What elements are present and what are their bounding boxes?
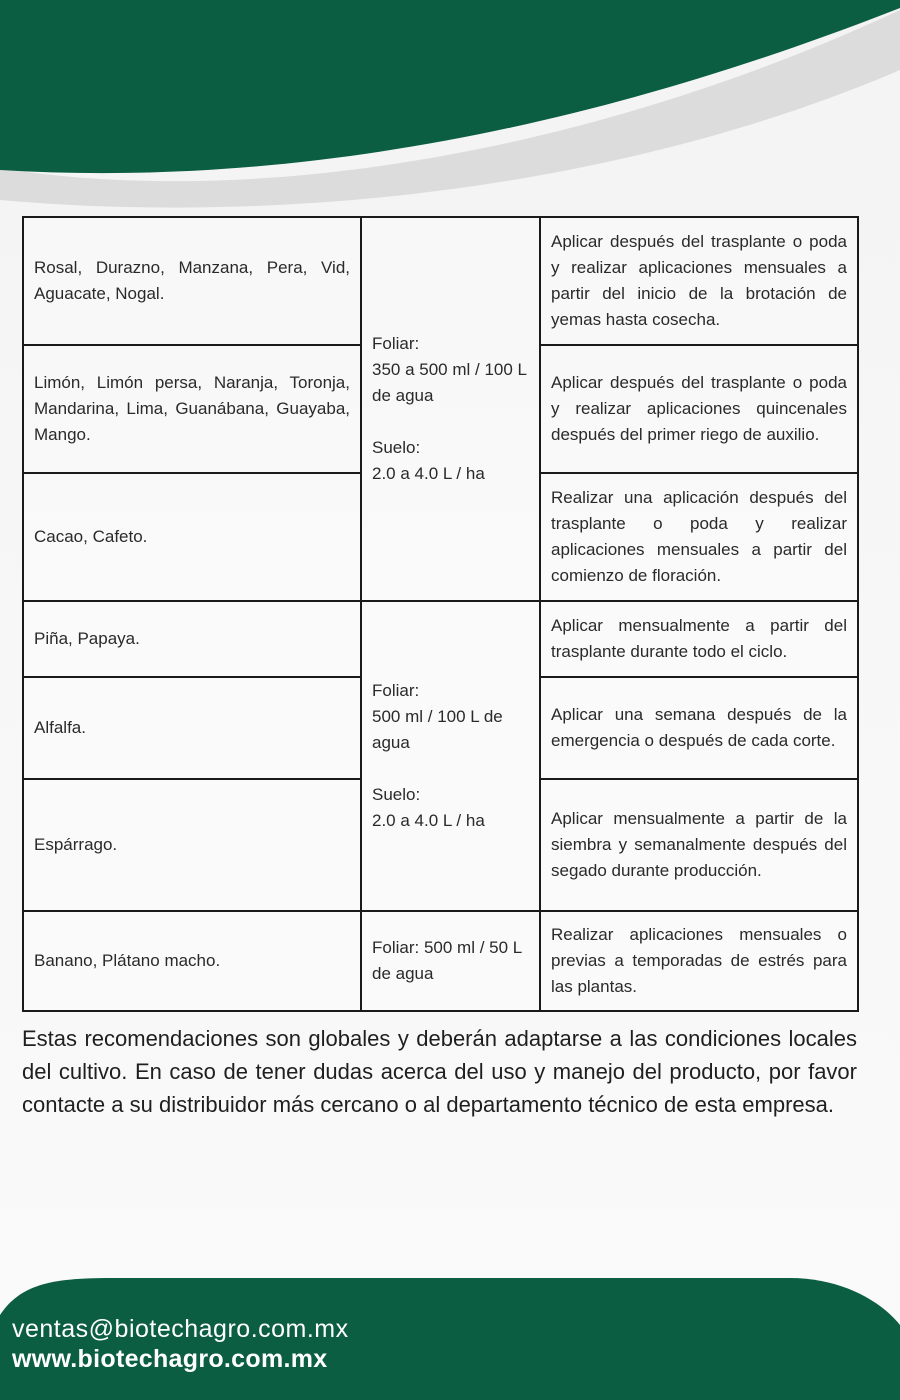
instructions-cell: Aplicar mensualmente a partir de la siembra y semanalmente después del segado durante producción. bbox=[540, 779, 858, 911]
crop-cell: Limón, Limón persa, Naranja, Toronja, Mandarina, Lima, Guanábana, Guayaba, Mango. bbox=[23, 345, 361, 473]
crop-cell: Rosal, Durazno, Manzana, Pera, Vid, Aguacate, Nogal. bbox=[23, 217, 361, 345]
instructions-cell: Aplicar después del trasplante o poda y realizar aplicaciones mensuales a partir del inicio de la brotación de yemas hasta cosecha. bbox=[540, 217, 858, 345]
dose-cell: Foliar: 500 ml / 100 L de agua Suelo: 2.0 a 4.0 L / ha bbox=[361, 601, 540, 911]
header-wave-decoration bbox=[0, 0, 900, 210]
crop-cell: Alfalfa. bbox=[23, 677, 361, 779]
dose-cell: Foliar: 500 ml / 50 L de agua bbox=[361, 911, 540, 1011]
crop-cell: Piña, Papaya. bbox=[23, 601, 361, 677]
instructions-cell: Aplicar una semana después de la emergencia o después de cada corte. bbox=[540, 677, 858, 779]
table-row bbox=[23, 217, 858, 345]
table-row bbox=[23, 601, 858, 677]
instructions-cell: Aplicar mensualmente a partir del trasplante durante todo el ciclo. bbox=[540, 601, 858, 677]
disclaimer-note: Estas recomendaciones son globales y deberán adaptarse a las condiciones locales del cultivo. En caso de tener dudas acerca del uso y manejo del producto, por favor contacte a su distribuidor más cercano o al departamento técnico de esta empresa. bbox=[22, 1026, 857, 1117]
crop-cell: Cacao, Cafeto. bbox=[23, 473, 361, 601]
dose-cell: Foliar: 350 a 500 ml / 100 L de agua Suelo: 2.0 a 4.0 L / ha bbox=[361, 217, 540, 601]
crop-cell: Banano, Plátano macho. bbox=[23, 911, 361, 1011]
website-link[interactable]: www.biotechagro.com.mx bbox=[12, 1345, 328, 1373]
table-row bbox=[23, 911, 858, 1011]
email-address[interactable]: ventas@biotechagro.com.mx bbox=[12, 1315, 349, 1343]
instructions-cell: Realizar aplicaciones mensuales o previas a temporadas de estrés para las plantas. bbox=[540, 911, 858, 1011]
crop-cell: Espárrago. bbox=[23, 779, 361, 911]
instructions-cell: Aplicar después del trasplante o poda y realizar aplicaciones quincenales después del primer riego de auxilio. bbox=[540, 345, 858, 473]
instructions-cell: Realizar una aplicación después del trasplante o poda y realizar aplicaciones mensuales a partir del comienzo de floración. bbox=[540, 473, 858, 601]
recommendations-table bbox=[22, 216, 859, 1012]
